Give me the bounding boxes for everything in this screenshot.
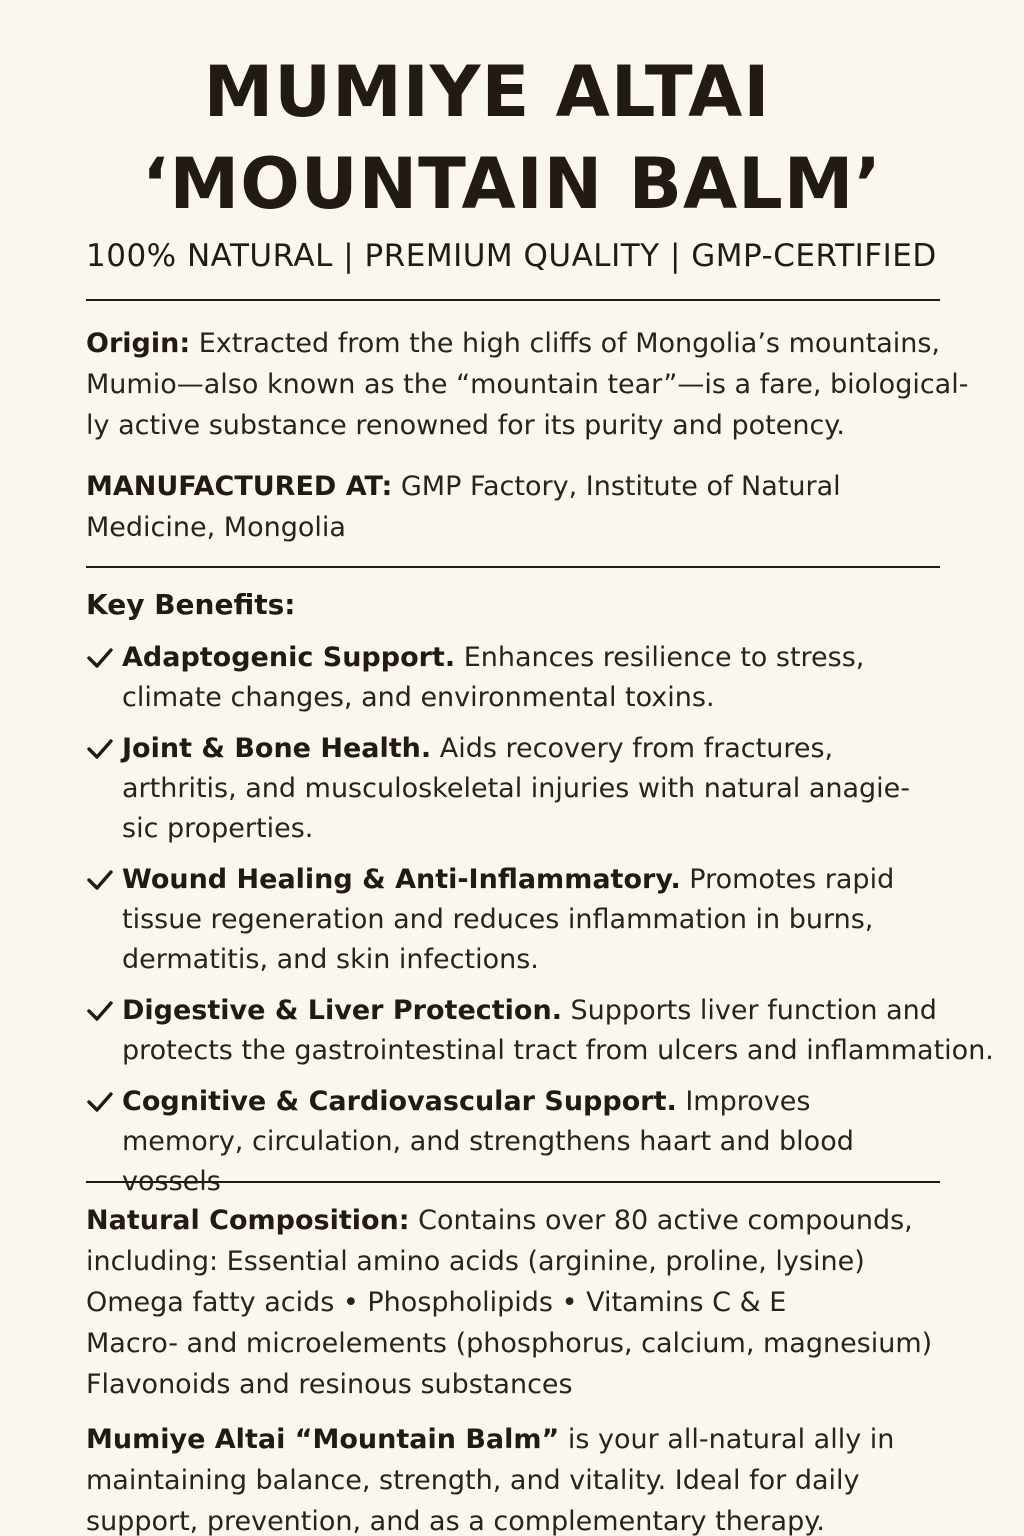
benefit-text: Aids recovery from fractures, arthritis, and musculoskeletal injuries with natural anagie-sic properties.	[122, 733, 911, 844]
title-line-1: MUMIYE ALTAI	[203, 51, 771, 133]
checkmark-icon	[86, 644, 114, 672]
benefit-item	[86, 729, 936, 849]
benefit-item	[86, 860, 906, 980]
composition-intro-text: Contains over 80 active compounds, including: Essential amino acids (arginine, proline, lysine)	[86, 1205, 913, 1277]
title-line-2: ‘MOUNTAIN BALM’	[141, 143, 883, 225]
benefit-text: Enhances resilience to stress, climate changes, and environmental toxins.	[122, 642, 865, 713]
composition-line: Omega fatty acids • Phospholipids • Vitamins C & E	[86, 1287, 787, 1318]
benefit-name: Joint & Bone Health.	[122, 733, 432, 764]
composition-intro	[86, 1200, 956, 1282]
divider	[86, 566, 940, 568]
benefit-name: Cognitive & Cardiovascular Support.	[122, 1086, 677, 1117]
tagline: 100% NATURAL | PREMIUM QUALITY | GMP-CERTIFIED	[86, 238, 937, 274]
benefit-name: Digestive & Liver Protection.	[122, 995, 562, 1026]
divider	[86, 299, 940, 301]
benefit-item	[86, 991, 996, 1071]
benefit-text: Improves memory, circulation, and strengthens haart and blood vossels	[122, 1086, 854, 1197]
divider	[86, 1181, 940, 1183]
manufactured-paragraph	[86, 466, 886, 548]
closing-text: is your all-natural ally in maintaining balance, strength, and vitality. Ideal for daily support, prevention, and as a complementary therapy.	[86, 1424, 895, 1536]
checkmark-icon	[86, 1088, 114, 1116]
benefit-name: Adaptogenic Support.	[122, 642, 456, 673]
closing-label: Mumiye Altai “Mountain Balm”	[86, 1424, 560, 1455]
composition-line: Flavonoids and resinous substances	[86, 1369, 573, 1400]
origin-label: Origin:	[86, 328, 191, 359]
checkmark-icon	[86, 997, 114, 1025]
manufactured-text: GMP Factory, Institute of Natural Medicine, Mongolia	[86, 471, 841, 543]
benefits-heading: Key Benefits:	[86, 588, 296, 621]
benefit-name: Wound Healing & Anti-Inflammatory.	[122, 864, 681, 895]
closing-paragraph	[86, 1419, 946, 1536]
benefit-item	[86, 638, 886, 718]
checkmark-icon	[86, 735, 114, 763]
benefit-text: Supports liver function and protects the gastrointestinal tract from ulcers and inflammation.	[122, 995, 994, 1066]
benefit-text: Promotes rapid tissue regeneration and reduces inflammation in burns, dermatitis, and skin infections.	[122, 864, 895, 975]
manufactured-label: MANUFACTURED AT:	[86, 471, 393, 502]
composition-line: Macro- and microelements (phosphorus, calcium, magnesium)	[86, 1328, 933, 1359]
composition-paragraph	[86, 1200, 956, 1405]
origin-text: Extracted from the high cliffs of Mongolia’s mountains, Mumio—also known as the “mountain tear”—is a fare, biological-ly active substance renowned for its purity and potency.	[86, 328, 969, 441]
origin-paragraph	[86, 323, 976, 446]
composition-label: Natural Composition:	[86, 1205, 410, 1236]
checkmark-icon	[86, 866, 114, 894]
benefit-item	[86, 1082, 936, 1202]
